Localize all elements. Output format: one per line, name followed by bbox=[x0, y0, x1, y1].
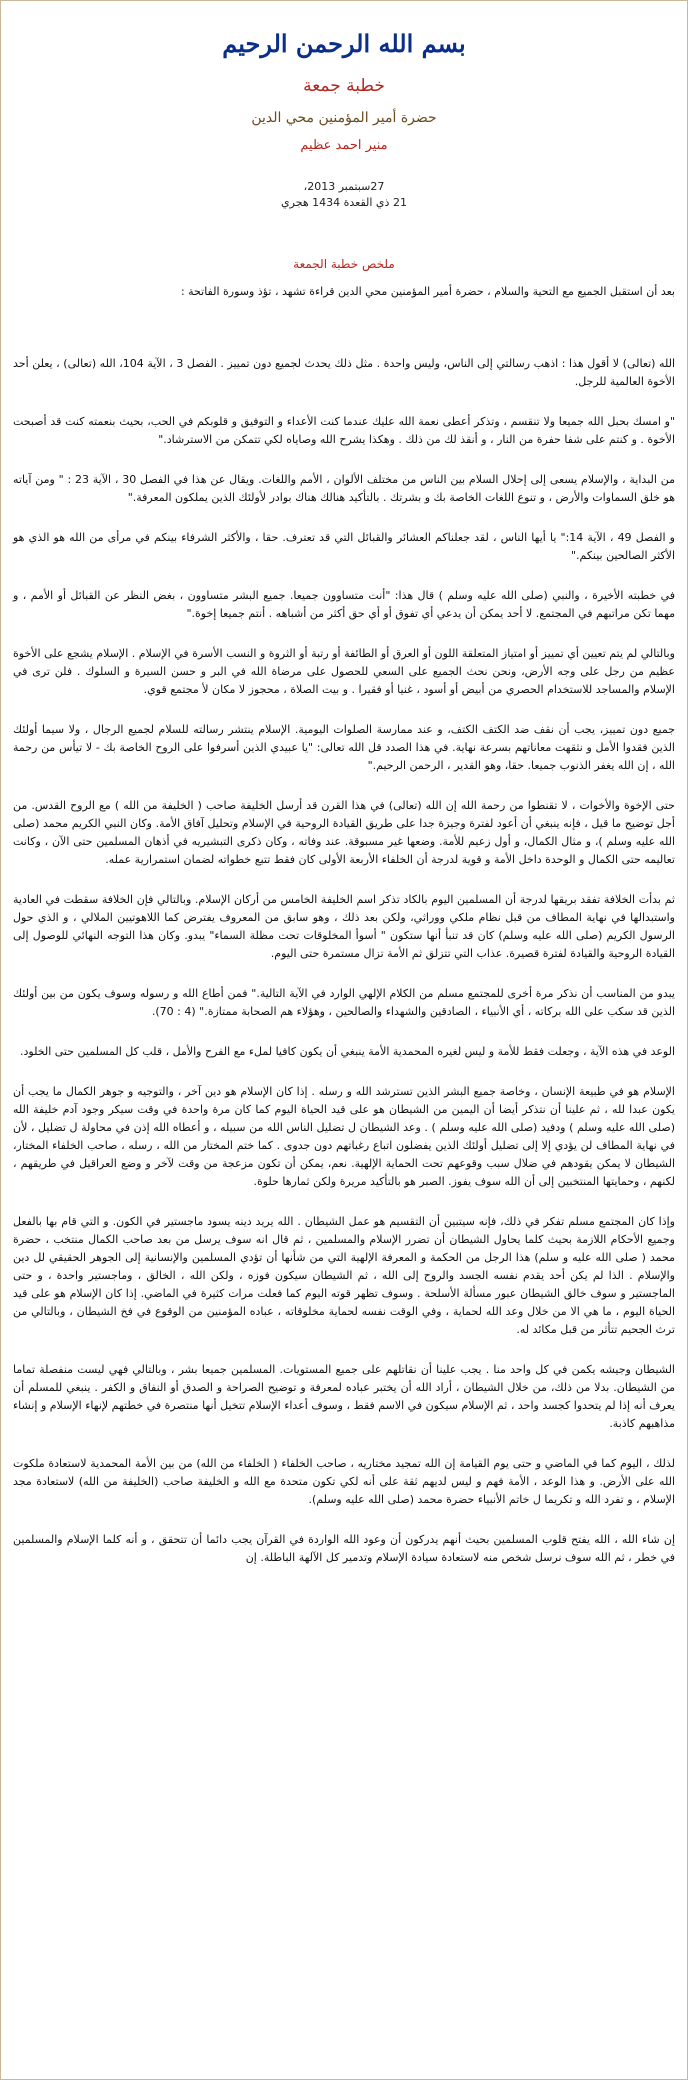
paragraph: الإسلام هو في طبيعة الإنسان ، وخاصة جميع البشر الذين تسترشد الله و رسله . إذا كان الإسلام هو دين آخر ، والتوجيه و جوهر الكمال ما يجب أن يكون عبدا لله ، ثم علينا أن نتذكر أيضا أن اليمين من الشيطان هو على قيد الحياة اليوم كما كان مرة واحدة في وقت سيكر وجود آدم خليفة الله (صلى الله عليه وسلم ) ودفيد (صلى الله عليه وسلم ) . وعد الشيطان ل تضليل الناس الله من سبيله ، و أعطاه الله إذن في محاولة ل تضليل ، لأن في نهاية المطاف لن يؤدي إلا إلى تضليل أولئك الذين يفضلون اتباع رغباتهم دون جدوى . كما ختم المختار من الله ، رسله ، صاحب الخلفاء المختار، الشيطان لا يمكن يقودهم في ضلال سبب وقوعهم تحت الحماية الإلهية. نعم، يمكن أن تكون مزعجة من وقت لآخر و وضع العراقيل في طريقهم ، لكنهم ، وحمايتها المنتخبين إلى أن الله سوف يفوز. الصبر هو بالتأكيد مريرة ولكن ثمارها حلوة. bbox=[13, 1085, 675, 1188]
paragraph: إن شاء الله ، الله يفتح قلوب المسلمين بحيث أنهم يدركون أن وعود الله الواردة في القرآن يجب دائما أن تتحقق ، و أنه كلما الإسلام والمسلمين في خطر ، ثم الله سوف نرسل شخص منه لاستعادة سيادة الإسلام وتدمير كل الآلهة الباطلة. إن bbox=[13, 1533, 675, 1564]
paragraph: وإذا كان المجتمع مسلم تفكر في ذلك، فإنه سيتبين أن التقسيم هو عمل الشيطان . الله يريد دينه يسود ماجستير في الكون. و التي قام بها بالفعل وجميع الأحكام اللازمة بحيث كلما يحاول الشيطان أن تضرر الإسلام والمسلمين ، ثم قال انه سوف يرسل من بعد صاحب الكمال منتخب ، حضرة محمد ( صلى الله عليه و سلم) هذا الرجل من الحكمة و المعرفة الإلهية التي من شأنها أن تؤدي المسلمين والإنسانية إلى الجوهر الحقيقي لل دين والإسلام . الذا لم يكن أحد يقدم نفسه الجسد والروح إلى الله ، ثم الشيطان سيكون فوزه ، ولكن الله ، الخالق ، وماجستير واحدة ، و حتى الماجستير و سوف خالق الشيطان عبور مسألة الأسلحة . وسوف تظهر قوته اليوم كما فعلت مرات كثيرة في الماضي. إذا كان الإسلام هو على قيد الحياة اليوم ، ما هي الا من خلال وعد الله لحماية ، وفي الوقت نفسه لحماية مخلوقاته ، عباده المؤمنين من الوقوع في فخ الشيطان ، وبالتالي من ترث الجحيم تتأثر من قبل مكائد له. bbox=[13, 1215, 675, 1336]
sermon-body bbox=[1, 283, 687, 1567]
paragraph: "و امسك بحبل الله جميعا ولا تنقسم ، وتذكر أعطى نعمة الله عليك عندما كنت الأعداء و التوفيق و قلوبكم في الحب، بحيث بنعمته كنت قد أصبحت الأخوة . و كنتم على شفا حفرة من النار ، و أنقذ لك من ذلك . وهكذا يشرح الله وصاياه لكي تتمكن من الاسترشاد." bbox=[13, 415, 675, 446]
paragraph: يبدو من المناسب أن نذكر مرة أخرى للمجتمع مسلم من الكلام الإلهي الوارد في الآية التالية." فمن أطاع الله و رسوله وسوف يكون من بين أولئك الذين قد سكب على الله بركاته ، أي الأنبياء ، الصادقين والشهداء والصالحين ، وهؤلاء هم الصحابة ممتازة." (4 : 70). bbox=[13, 987, 675, 1018]
paragraph: ثم بدأت الخلافة تفقد بريقها لدرجة أن المسلمين اليوم بالكاد تذكر اسم الخليفة الخامس من أركان الإسلام. وبالتالي فإن الخلافة سقطت في العادية واستبدالها في نهاية المطاف من قبل نظام ملكي ووراثي، ولكن بعد ذلك ، وهو سابق من المعروف يفترض كما اللاهوتيين الملالي ، و الذي حول الرسول الكريم (صلى الله عليه وسلم) كان قد تنبأ أنها ستكون " أسوأ المخلوقات تحت مظلة السماء" يبدو. وكان هذا التوجه النهائي للوصول إلى القيادة الروحية والقيادة لفترة قصيرة. عذاب التي تتزلق ثم الأمة تزال مستمرة حتى اليوم. bbox=[13, 893, 675, 960]
date-gregorian: 27سبتمبر 2013، bbox=[303, 180, 385, 193]
paragraph: و الفصل 49 ، الآية 14:" يا أيها الناس ، لقد جعلناكم العشائر والقبائل التي قد تعترف. حقا ، والأكثر الشرفاء بينكم في مرأى من الله هو الذي هو الأكثر الصالحين بينكم." bbox=[13, 531, 675, 562]
paragraph: الشيطان وجيشه يكمن في كل واحد منا . يجب علينا أن نقاتلهم على جميع المستويات. المسلمين جميعا بشر ، وبالتالي فهي ليست منفصلة تماما من الشيطان. بدلا من ذلك، من خلال الشيطان ، أراد الله أن يختبر عباده لمعرفة و توضيح الصراحة و الصدق أو النفاق و الكفر . ينبغي للمسلم أن يعرف أنه إذا لم يتحدوا كجسد واحد ، ثم الإسلام سيكون في الاسم فقط ، وسوف أعداء الإسلام تتخيل أنها منتصرة في خطتهم لإنهاء الإسلام و إنشاء مذاهبهم كاذبة. bbox=[13, 1363, 675, 1430]
sermon-header bbox=[1, 1, 687, 211]
paragraph: الوعد في هذه الآية ، وجعلت فقط للأمة و ليس لغيره المحمدية الأمة ينبغي أن يكون كافيا لملء مع الفرح والأمل ، قلب كل المسلمين حتى الخلود. bbox=[20, 1045, 675, 1058]
date-hijri: 21 ذي القعدة 1434 هجري bbox=[281, 196, 407, 209]
paragraph: من البداية ، والإسلام يسعى إلى إحلال السلام بين الناس من مختلف الألوان ، الأمم واللغات. ويقال عن هذا في الفصل 30 ، الآية 23 : " ومن آياته هو خلق السماوات والأرض ، و تنوع اللغات الخاصة بك و بشرتك . بالتأكيد هنالك هناك بوادر لأولئك الذين يملكون المعرفة." bbox=[13, 473, 675, 504]
paragraph: لذلك ، اليوم كما في الماضي و حتى يوم القيامة إن الله تمجيد مختاريه ، صاحب الخلفاء ( الخلفاء من الله) من بين الأمة المحمدية لاستعادة ملكوت الله على الأرض. و هذا الوعد ، الأمة فهم و ليس لديهم ثقة على أنه لكي تكون متحدة مع الله و الخليفة صاحب (الخليفة من الله) لاستعادة مجد الإسلام ، و تفرد الله و تكريما ل خاتم الأنبياء حضرة محمد (صلى الله عليه وسلم). bbox=[13, 1457, 675, 1506]
author-name: منير احمد عظيم bbox=[300, 138, 388, 153]
paragraph: وبالتالي لم يتم تعيين أي تمييز أو امتياز المتعلقة اللون أو العرق أو الطائفة أو رتبة أو الثروة و النسب الأسرة في الإسلام . الإسلام يشجع على الأخوة عظيم من رجل على وجه الأرض، ونحن نحث الجميع على السعي للحصول على مرضاة الله في البر و حسن السيرة و السلوك . فلن ترى في الإسلام والمساجد للاستخدام الحصري من أبيض أو أسود ، غنيا أو فقيرا . و بيت الصلاة ، محجوز لا مكان لأ مجتمع قوي. bbox=[13, 647, 675, 696]
paragraph: جميع دون تمييز، يجب أن نقف ضد الكتف الكتف، و عند ممارسة الصلوات اليومية. الإسلام ينتشر رسالته للسلام لجميع الرجال ، ولا سيما أولئك الذين فقدوا الأمل و نثقهت معاناتهم بسرعة نهاية. في هذا الصدد قل الله تعالى: "يا عبيدي الذين أسرفوا على الروح الخاصة بك - لا تيأس من رحمة الله ، إن الله يغفر الذنوب جميعا. حقا، وهو القدير ، الرحمن الرحيم." bbox=[13, 723, 675, 772]
paragraph: في خطبته الأخيرة ، والنبي (صلى الله عليه وسلم ) قال هذا: "أنت متساوون جميعا. جميع البشر متساوون ، بغض النظر عن القبائل أو الأمم ، و مهما تكن مراتبهم في المجتمع. لا أحد يمكن أن يدعي أي تفوق أو أي حق أكثر من أشباهه . أنتم جميعا إخوة." bbox=[13, 589, 675, 620]
paragraph: حتى الإخوة والأخوات ، لا تقنطوا من رحمة الله إن الله (تعالى) في هذا القرن قد أرسل الخليفة صاحب ( الخليفة من الله ) مع الروح القدس. من أجل توضيح ما قيل ، فإنه ينبغي أن أعود لفترة وجيزة جدا على طريق القيادة الروحية في الإسلام وتحليل آفاق الأمة. وكان النبي الكريم محمد (صلى الله عليه وسلم )، و مثال الكمال، و أول زعيم للأمة. وضعها غير مسبوقة. عند وفاته ، وكان ذكرى التبشيريه في أذهان المسلمين حتى الآن ، وكانت تعاليمه حتى الكمال و الوحدة داخل الأمة و قوية لدرجة أن الخلفاء الأربعة الأولى كان فقط تتبع خطواته لضمان استمرارية عمله. bbox=[13, 799, 675, 866]
speaker-name: حضرة أمير المؤمنين محي الدين bbox=[251, 110, 437, 126]
summary-heading: ملخص خطبة الجمعة bbox=[293, 257, 395, 271]
paragraph-intro: بعد أن استقبل الجميع مع التحية والسلام ، حضرة أمير المؤمنين محي الدين قراءة تشهد ، تؤذ وسورة الفاتحة : bbox=[180, 285, 675, 298]
sermon-title: خطبة جمعة bbox=[303, 76, 385, 96]
basmala-heading: بسم الله الرحمن الرحيم bbox=[222, 29, 466, 58]
paragraph: الله (تعالى) لا أقول هذا : اذهب رسالتي إلى الناس، وليس واحدة . مثل ذلك يحدث لجميع دون تمييز . الفصل 3 ، الآية 104، الله (تعالى) ، يعلن أحد الأخوة العالمية للرجل. bbox=[13, 357, 675, 388]
sermon-dates bbox=[1, 179, 687, 211]
